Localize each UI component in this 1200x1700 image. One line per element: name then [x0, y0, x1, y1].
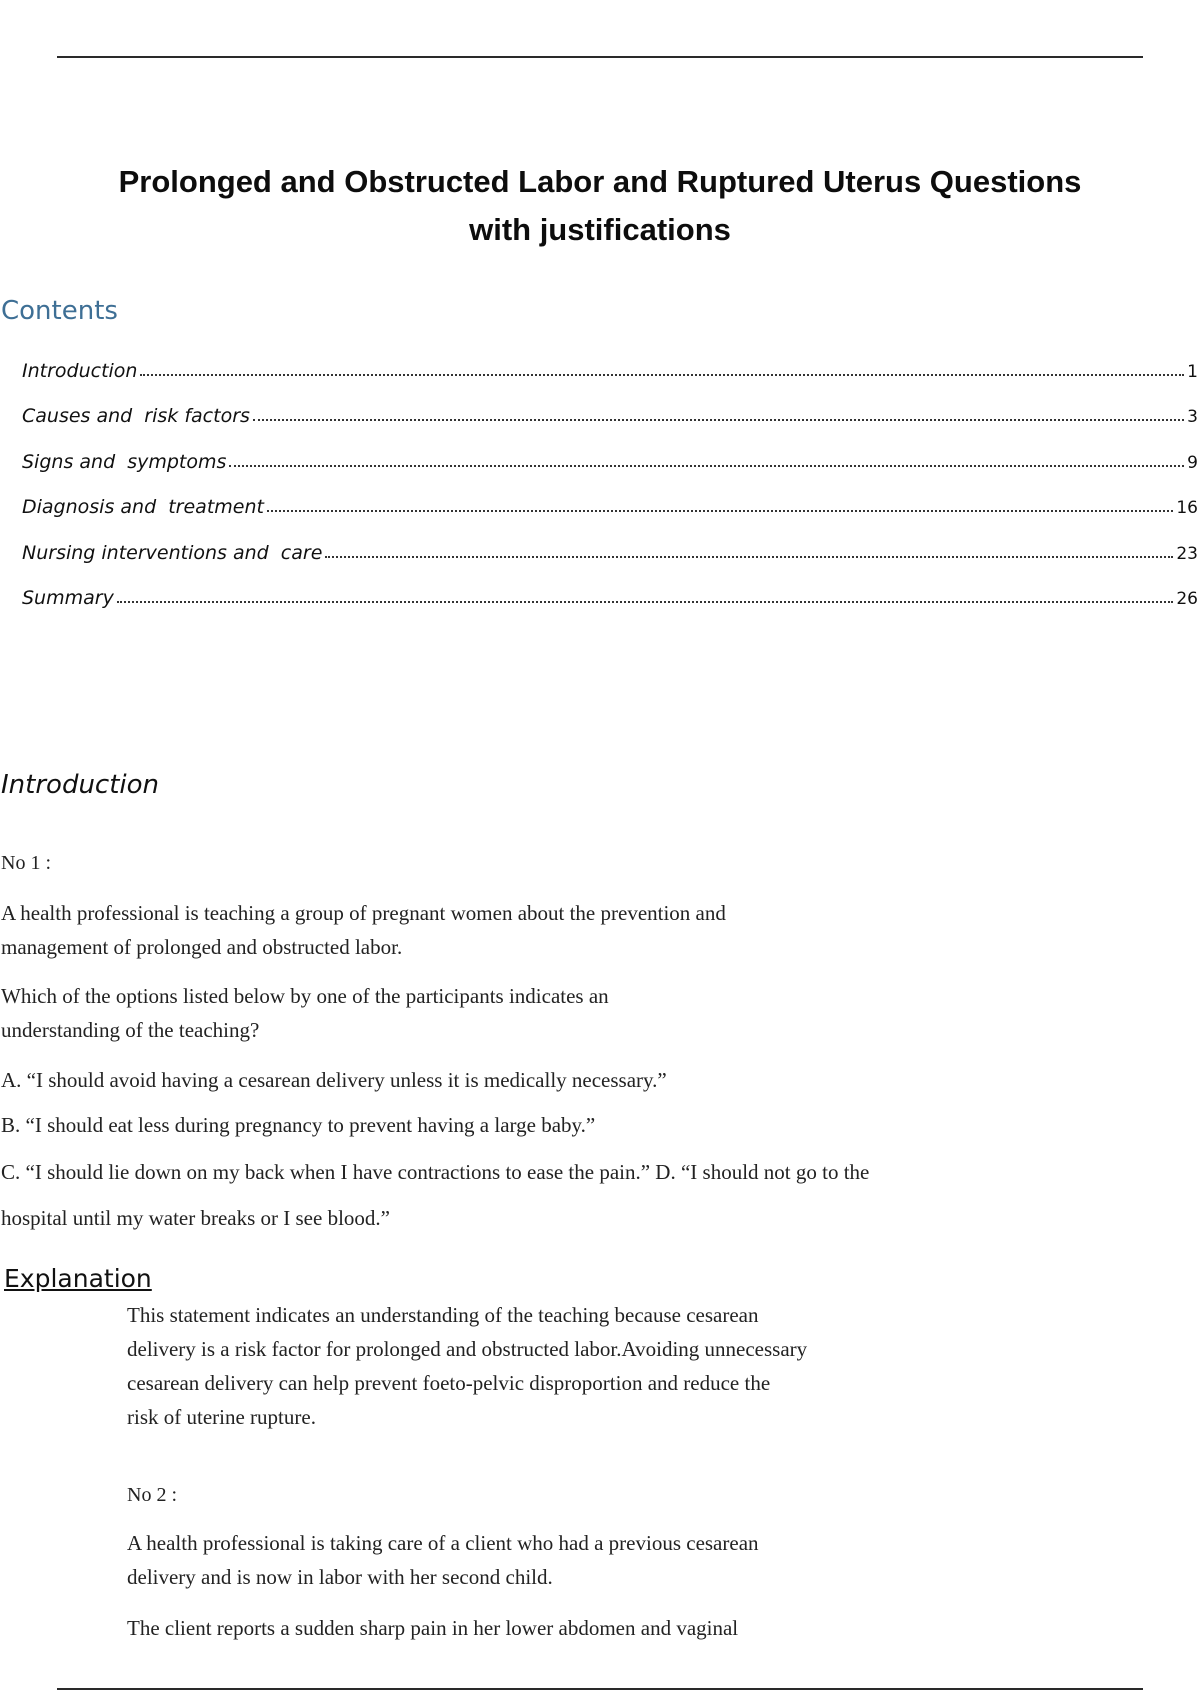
explanation-line-3: cesarean delivery can help prevent foeto-pelvic disproportion and reduce the	[127, 1371, 771, 1395]
question-2-stem	[127, 1526, 759, 1594]
explanation-line-4: risk of uterine rupture.	[127, 1405, 316, 1429]
document-title-line-2: with justifications	[469, 212, 731, 247]
toc-label: Summary	[22, 587, 114, 609]
toc-label: Diagnosis and treatment	[22, 496, 264, 518]
toc-page-number: 3	[1187, 407, 1198, 427]
toc-page-number: 23	[1176, 543, 1198, 564]
question-1-prompt-line-1: Which of the options listed below by one of the participants indicates an	[1, 984, 609, 1008]
toc-dot-leader	[267, 510, 1173, 512]
toc-page-number: 26	[1176, 589, 1198, 609]
toc-entry-nursing-interventions-and-care[interactable]	[22, 518, 1198, 564]
question-1-stem	[1, 896, 726, 964]
toc-entry-introduction[interactable]	[22, 336, 1198, 382]
toc-entry-causes-and-risk-factors[interactable]	[22, 382, 1198, 428]
toc-entry-signs-and-symptoms[interactable]	[22, 427, 1198, 473]
explanation-line-2: delivery is a risk factor for prolonged and obstructed labor.Avoiding unnecessary	[127, 1337, 808, 1361]
document-title	[20, 158, 1180, 254]
question-1-number: No 1 :	[1, 852, 51, 874]
bottom-rule	[57, 1688, 1143, 1690]
question-1-option-c-d[interactable]: C. “I should lie down on my back when I have contractions to ease the pain.” D. “I should not go to the	[1, 1160, 870, 1184]
toc-entry-summary[interactable]	[22, 564, 1198, 610]
toc-page-number: 9	[1187, 452, 1198, 473]
toc-page-number: 16	[1176, 498, 1198, 518]
toc-entry-diagnosis-and-treatment[interactable]	[22, 473, 1198, 519]
document-title-line-1: Prolonged and Obstructed Labor and Ruptured Uterus Questions	[118, 164, 1082, 199]
introduction-heading: Introduction	[1, 770, 160, 800]
toc-dot-leader	[253, 419, 1184, 421]
toc-label: Signs and symptoms	[22, 450, 227, 473]
question-1-prompt	[1, 979, 609, 1047]
question-2-stem-line-2: delivery and is now in labor with her second child.	[127, 1565, 553, 1589]
toc-dot-leader	[140, 374, 1184, 376]
toc-dot-leader	[325, 556, 1173, 558]
question-1-option-d-continued[interactable]: hospital until my water breaks or I see blood.”	[1, 1206, 390, 1230]
contents-heading: Contents	[1, 296, 118, 326]
question-1-option-a[interactable]: A. “I should avoid having a cesarean delivery unless it is medically necessary.”	[1, 1068, 667, 1092]
explanation-line-1: This statement indicates an understanding of the teaching because cesarean	[127, 1303, 759, 1327]
question-1-option-b[interactable]: B. “I should eat less during pregnancy to prevent having a large baby.”	[1, 1113, 596, 1137]
question-2-stem-line-1: A health professional is taking care of a client who had a previous cesarean	[127, 1531, 759, 1555]
toc-dot-leader	[229, 465, 1184, 467]
toc-label: Nursing interventions and care	[22, 541, 323, 564]
table-of-contents	[22, 336, 1198, 609]
question-1-prompt-line-2: understanding of the teaching?	[1, 1018, 260, 1042]
question-1-stem-line-1: A health professional is teaching a group of pregnant women about the prevention and	[1, 901, 726, 925]
top-rule	[57, 56, 1143, 58]
toc-page-number: 1	[1187, 361, 1198, 382]
toc-label: Causes and risk factors	[22, 405, 250, 427]
toc-label: Introduction	[22, 359, 138, 382]
question-2-stem-continued: The client reports a sudden sharp pain in her lower abdomen and vaginal	[127, 1616, 739, 1640]
explanation-text	[127, 1298, 807, 1434]
question-1-stem-line-2: management of prolonged and obstructed labor.	[1, 935, 403, 959]
question-2-number: No 2 :	[127, 1484, 177, 1506]
explanation-heading: Explanation	[4, 1264, 152, 1293]
toc-dot-leader	[117, 601, 1174, 603]
